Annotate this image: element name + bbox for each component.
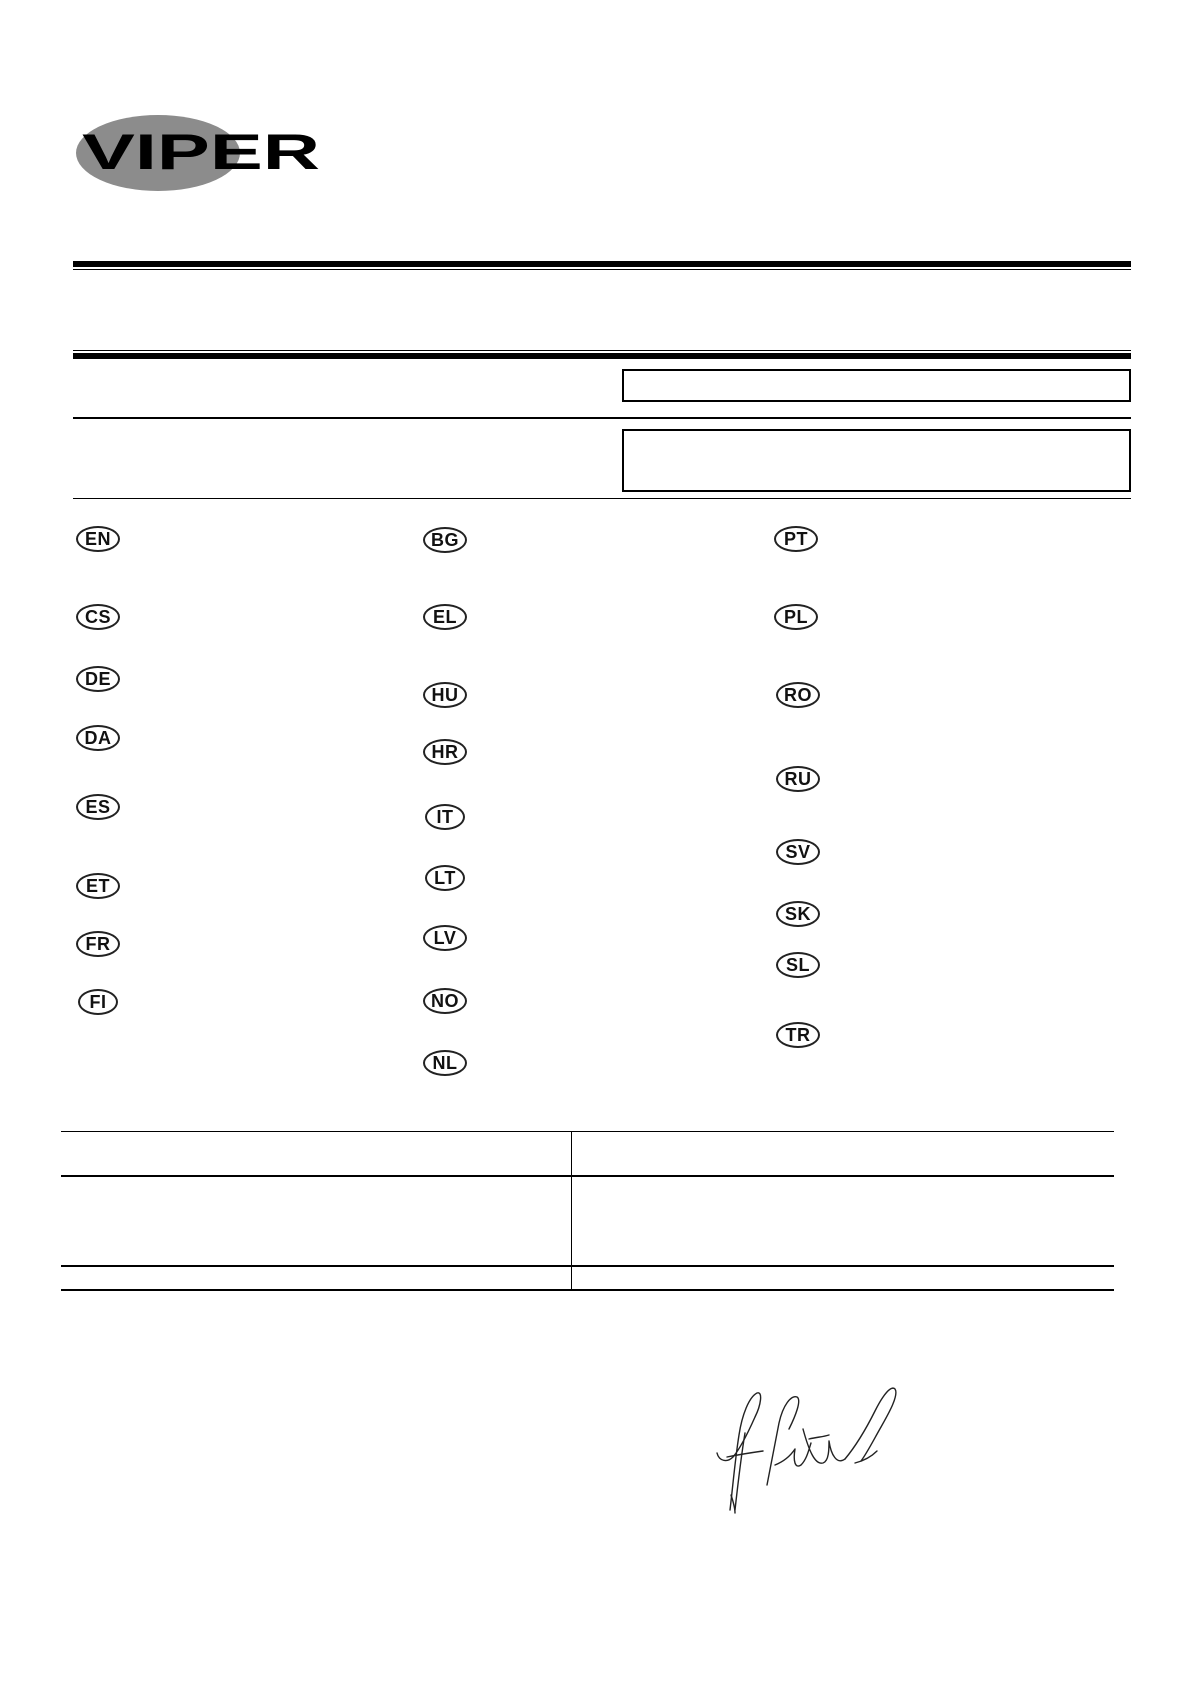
lang-badge-sk: SK — [776, 901, 820, 927]
lang-badge-en: EN — [76, 526, 120, 552]
lang-badge-sl: SL — [776, 952, 820, 978]
lang-badge-lv: LV — [423, 925, 467, 951]
lang-badge-tr: TR — [776, 1022, 820, 1048]
info-field-box-2 — [622, 429, 1131, 492]
lang-badge-hr: HR — [423, 739, 467, 765]
lang-badge-fi: FI — [78, 989, 118, 1015]
lang-badge-et: ET — [76, 873, 120, 899]
lang-badge-bg: BG — [423, 527, 467, 553]
table-column-divider — [571, 1131, 572, 1290]
lang-badge-de: DE — [76, 666, 120, 692]
row-separator-2 — [73, 498, 1131, 499]
table-rule-bottom — [61, 1289, 1114, 1291]
lang-badge-sv: SV — [776, 839, 820, 865]
lang-badge-hu: HU — [423, 682, 467, 708]
lang-badge-el: EL — [423, 604, 467, 630]
lang-badge-fr: FR — [76, 931, 120, 957]
header-rule-thin — [73, 269, 1131, 270]
lang-badge-es: ES — [76, 794, 120, 820]
lang-badge-ro: RO — [776, 682, 820, 708]
row-separator-1 — [73, 417, 1131, 419]
lang-badge-lt: LT — [425, 865, 465, 891]
table-rule-3 — [61, 1265, 1114, 1267]
section-rule-thin — [73, 350, 1131, 351]
svg-text:VIPER: VIPER — [82, 124, 320, 180]
section-rule-thick — [73, 353, 1131, 359]
lang-badge-pl: PL — [774, 604, 818, 630]
info-field-box-1 — [622, 369, 1131, 402]
viper-logo — [76, 112, 326, 194]
signature — [705, 1365, 915, 1515]
table-rule-2 — [61, 1175, 1114, 1177]
header-rule-thick — [73, 261, 1131, 267]
table-rule-top — [61, 1131, 1114, 1132]
lang-badge-no: NO — [423, 988, 467, 1014]
lang-badge-nl: NL — [423, 1050, 467, 1076]
lang-badge-da: DA — [76, 725, 120, 751]
lang-badge-pt: PT — [774, 526, 818, 552]
lang-badge-it: IT — [425, 804, 465, 830]
lang-badge-cs: CS — [76, 604, 120, 630]
lang-badge-ru: RU — [776, 766, 820, 792]
